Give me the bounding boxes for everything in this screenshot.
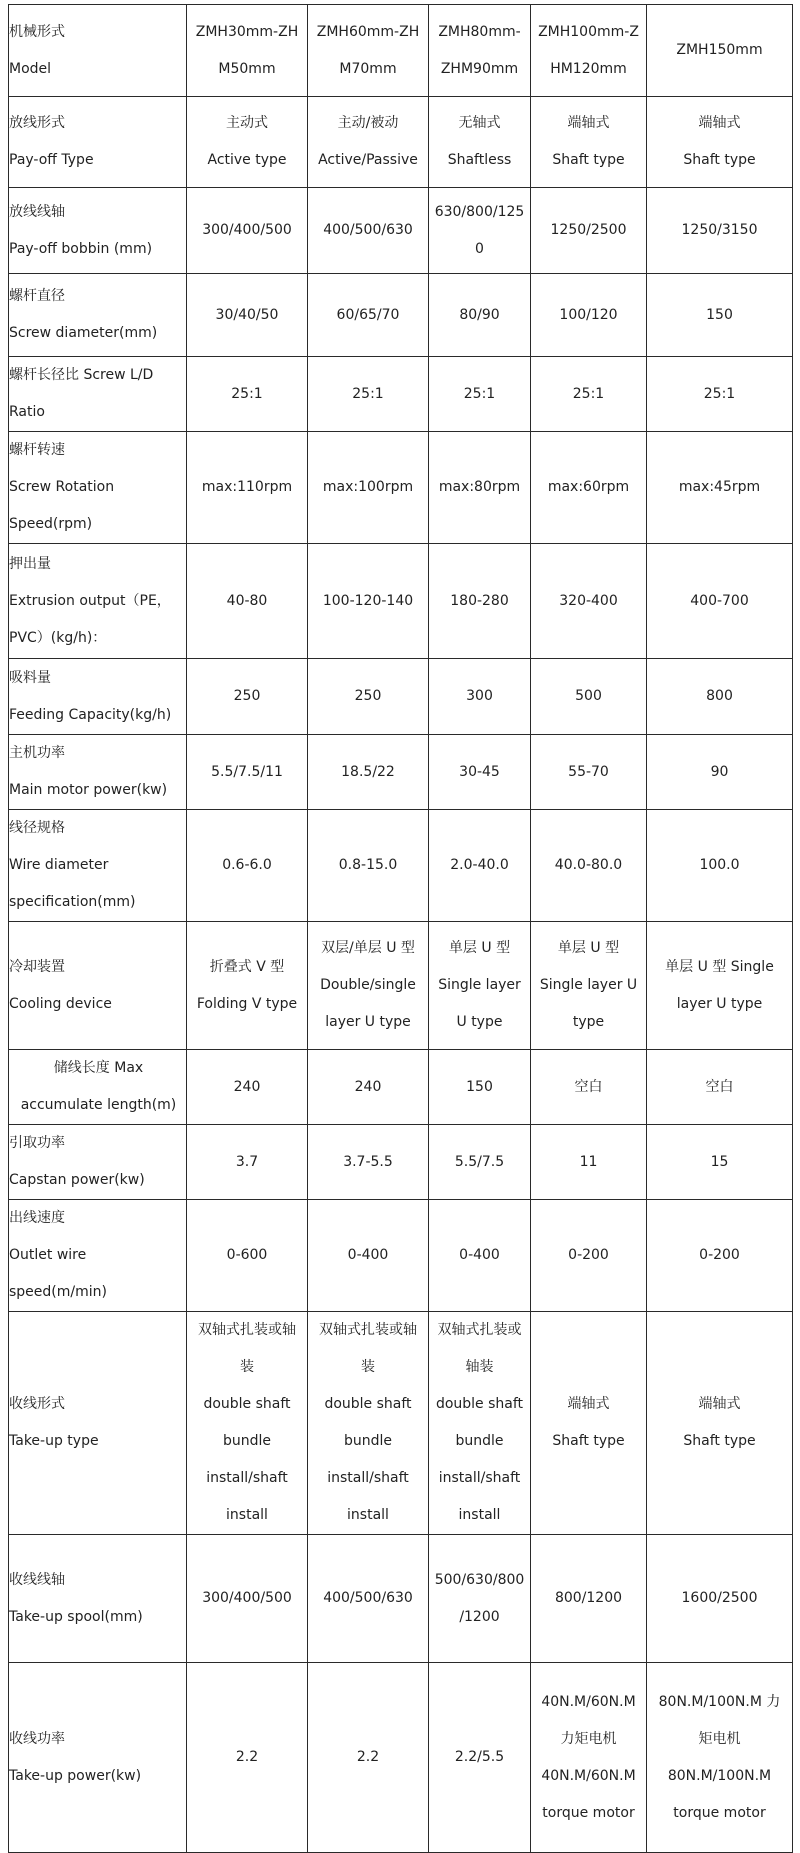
- row-label-line: Wire diameter: [9, 857, 109, 873]
- value-cell: [531, 1535, 647, 1663]
- value-cell: [429, 5, 531, 97]
- table-row: [9, 1312, 793, 1535]
- value-line: /1200: [459, 1608, 500, 1625]
- value-line: 180-280: [450, 592, 509, 609]
- value-cell: [187, 1663, 308, 1853]
- value-line: 0-200: [699, 1247, 740, 1263]
- row-label-cell: [9, 432, 187, 544]
- value-line: Single layer U: [539, 977, 638, 993]
- value-line: install: [226, 1507, 268, 1523]
- value-line: 800/1200: [554, 1590, 623, 1606]
- table-row: [9, 357, 793, 432]
- value-cell: [187, 659, 308, 735]
- value-cell: [308, 735, 429, 810]
- value-line: 双层/单层 U 型: [321, 940, 415, 956]
- spec-table: [8, 4, 793, 1853]
- value-cell: [531, 432, 647, 544]
- value-line: 100-120-140: [322, 592, 414, 609]
- value-cell: [429, 735, 531, 810]
- value-line: 150: [466, 1078, 493, 1095]
- value-line: 装: [240, 1359, 254, 1375]
- value-line: ZHM90mm: [440, 60, 519, 77]
- row-label-line: Extrusion output（PE，: [9, 592, 171, 609]
- value-line: 400/500/630: [323, 1590, 413, 1606]
- value-line: bundle: [455, 1433, 504, 1449]
- value-line: type: [572, 1014, 605, 1030]
- row-label-cell: [9, 1050, 187, 1125]
- value-cell: [531, 1125, 647, 1200]
- value-line: 1600/2500: [681, 1590, 758, 1606]
- value-line: 5.5/7.5: [454, 1153, 505, 1170]
- value-cell: [308, 1125, 429, 1200]
- value-cell: [308, 188, 429, 274]
- table-row: [9, 735, 793, 810]
- row-label-line: 螺杆直径: [9, 288, 65, 304]
- value-line: max:80rpm: [438, 479, 521, 495]
- row-label-cell: [9, 735, 187, 810]
- row-label-line: 引取功率: [9, 1135, 65, 1151]
- value-line: 40-80: [226, 592, 268, 609]
- value-line: 240: [354, 1078, 382, 1095]
- value-line: 25:1: [463, 385, 496, 402]
- value-cell: [647, 274, 793, 357]
- value-line: 2.2: [356, 1749, 380, 1765]
- value-cell: [531, 1200, 647, 1312]
- value-cell: [308, 1312, 429, 1535]
- row-label-line: 螺杆转速: [9, 442, 65, 458]
- value-line: 18.5/22: [341, 763, 395, 780]
- value-cell: [531, 659, 647, 735]
- value-line: 25:1: [703, 385, 736, 402]
- value-line: 400-700: [690, 592, 749, 609]
- value-line: 80N.M/100N.M 力: [658, 1693, 781, 1710]
- value-cell: [531, 1050, 647, 1125]
- value-line: Folding V type: [196, 995, 298, 1012]
- value-line: 空白: [705, 1078, 734, 1095]
- value-cell: [531, 810, 647, 922]
- value-line: 40N.M/60N.M: [541, 1693, 636, 1710]
- value-cell: [187, 357, 308, 432]
- value-line: 端轴式: [567, 1396, 610, 1412]
- value-line: max:100rpm: [322, 479, 414, 495]
- value-line: Shaft type: [683, 152, 756, 168]
- value-cell: [647, 1535, 793, 1663]
- value-cell: [187, 274, 308, 357]
- row-label-cell: [9, 659, 187, 735]
- value-line: 0-400: [459, 1247, 500, 1263]
- value-line: U type: [456, 1014, 503, 1030]
- row-label-line: Outlet wire: [9, 1247, 87, 1263]
- value-cell: [187, 5, 308, 97]
- value-cell: [429, 1312, 531, 1535]
- row-label-cell: [9, 810, 187, 922]
- row-label-line: 放线形式: [9, 115, 65, 131]
- table-row: [9, 1200, 793, 1312]
- value-line: 端轴式: [567, 115, 610, 131]
- value-line: 25:1: [352, 385, 384, 402]
- value-cell: [429, 659, 531, 735]
- value-cell: [429, 1200, 531, 1312]
- row-label-cell: [9, 357, 187, 432]
- value-cell: [308, 357, 429, 432]
- value-line: 250: [354, 688, 382, 704]
- table-row: [9, 274, 793, 357]
- value-line: bundle: [343, 1433, 393, 1449]
- row-label-cell: [9, 1125, 187, 1200]
- value-cell: [647, 1050, 793, 1125]
- row-label-line: 吸料量: [9, 669, 51, 686]
- value-line: Active type: [207, 152, 287, 168]
- value-cell: [531, 1663, 647, 1853]
- value-cell: [187, 735, 308, 810]
- value-line: 0-200: [568, 1247, 609, 1263]
- value-cell: [429, 432, 531, 544]
- spec-table-body: [9, 5, 793, 1853]
- table-row: [9, 5, 793, 97]
- table-row: [9, 659, 793, 735]
- row-label-line: speed(m/min): [9, 1284, 107, 1300]
- value-cell: [647, 810, 793, 922]
- row-label-line: 收线形式: [9, 1396, 65, 1412]
- value-cell: [531, 274, 647, 357]
- value-line: 5.5/7.5/11: [211, 763, 283, 780]
- value-cell: [429, 1050, 531, 1125]
- value-line: 端轴式: [698, 115, 741, 131]
- value-line: 240: [233, 1078, 261, 1095]
- row-label-cell: [9, 188, 187, 274]
- value-cell: [308, 659, 429, 735]
- value-line: 0: [475, 240, 484, 257]
- value-cell: [647, 5, 793, 97]
- value-line: 15: [710, 1153, 729, 1170]
- value-cell: [429, 810, 531, 922]
- row-label-line: Take-up spool(mm): [9, 1608, 143, 1625]
- value-line: 0-600: [226, 1247, 268, 1263]
- table-row: [9, 97, 793, 188]
- value-cell: [308, 1663, 429, 1853]
- value-line: ZMH100mm-Z: [538, 23, 639, 40]
- value-line: 双轴式扎装或轴: [198, 1322, 296, 1338]
- table-row: [9, 432, 793, 544]
- value-cell: [647, 735, 793, 810]
- value-cell: [187, 1312, 308, 1535]
- value-cell: [308, 274, 429, 357]
- value-line: torque motor: [673, 1804, 766, 1821]
- value-line: 300/400/500: [202, 1590, 292, 1606]
- value-cell: [429, 97, 531, 188]
- value-cell: [429, 274, 531, 357]
- value-line: 100.0: [699, 857, 740, 873]
- row-label-line: Speed(rpm): [9, 516, 93, 532]
- value-line: 双轴式扎装或轴: [319, 1322, 417, 1338]
- value-line: M50mm: [218, 60, 276, 77]
- value-line: install/shaft: [327, 1470, 409, 1486]
- value-cell: [647, 1200, 793, 1312]
- value-line: Shaftless: [447, 152, 512, 168]
- value-cell: [429, 1663, 531, 1853]
- row-label-line: Pay-off Type: [9, 152, 94, 168]
- value-line: 40.0-80.0: [554, 857, 623, 873]
- row-label-line: specification(mm): [9, 894, 136, 910]
- value-line: 500/630/800: [434, 1571, 525, 1588]
- value-line: 双轴式扎装或: [437, 1322, 522, 1338]
- value-line: torque motor: [542, 1804, 635, 1821]
- row-label-line: Ratio: [9, 404, 45, 420]
- value-cell: [647, 432, 793, 544]
- value-line: 40N.M/60N.M: [541, 1767, 636, 1784]
- value-line: 500: [575, 688, 602, 704]
- value-cell: [429, 357, 531, 432]
- row-label-cell: [9, 274, 187, 357]
- value-line: 2.2/5.5: [454, 1749, 505, 1765]
- row-label-line: 放线线轴: [9, 203, 65, 220]
- value-line: install/shaft: [206, 1470, 288, 1486]
- value-line: 单层 U 型 Single: [665, 958, 774, 975]
- value-line: double shaft: [324, 1396, 412, 1412]
- value-line: layer U type: [676, 995, 763, 1012]
- value-line: 力矩电机: [560, 1730, 617, 1747]
- value-line: Shaft type: [552, 152, 625, 168]
- value-line: 30-45: [459, 763, 500, 780]
- table-row: [9, 1535, 793, 1663]
- row-label-line: Pay-off bobbin (mm): [9, 240, 153, 257]
- row-label-cell: [9, 1663, 187, 1853]
- table-row: [9, 810, 793, 922]
- value-cell: [187, 1200, 308, 1312]
- value-line: 装: [361, 1359, 375, 1375]
- value-line: 150: [706, 306, 733, 323]
- row-label-line: Capstan power(kw): [9, 1172, 145, 1188]
- value-line: Single layer: [438, 977, 521, 993]
- value-line: 300/400/500: [202, 222, 292, 238]
- value-line: 1250/2500: [550, 222, 627, 238]
- value-cell: [531, 922, 647, 1050]
- value-line: 主动式: [226, 115, 268, 131]
- row-label-line: accumulate length(m): [20, 1097, 177, 1113]
- table-row: [9, 544, 793, 659]
- row-label-line: 出线速度: [9, 1210, 65, 1226]
- value-cell: [308, 97, 429, 188]
- value-line: double shaft: [435, 1396, 524, 1412]
- value-line: ZMH60mm-ZH: [316, 23, 420, 40]
- value-cell: [429, 188, 531, 274]
- value-cell: [187, 1125, 308, 1200]
- value-line: 空白: [574, 1078, 603, 1095]
- value-cell: [531, 357, 647, 432]
- row-label-line: 储线长度 Max: [53, 1060, 144, 1076]
- value-line: 60/65/70: [336, 306, 400, 323]
- value-cell: [531, 5, 647, 97]
- value-cell: [647, 1312, 793, 1535]
- value-cell: [308, 922, 429, 1050]
- table-row: [9, 922, 793, 1050]
- value-line: 矩电机: [698, 1730, 741, 1747]
- value-cell: [187, 922, 308, 1050]
- value-line: max:110rpm: [201, 479, 293, 495]
- row-label-cell: [9, 5, 187, 97]
- value-line: ZMH30mm-ZH: [195, 23, 299, 40]
- value-line: double shaft: [203, 1396, 291, 1412]
- value-line: layer U type: [325, 1014, 411, 1030]
- value-line: 2.0-40.0: [450, 857, 509, 873]
- row-label-line: Model: [9, 60, 52, 77]
- value-line: 0-400: [347, 1247, 389, 1263]
- value-line: 800: [706, 688, 733, 704]
- value-cell: [308, 1050, 429, 1125]
- value-cell: [647, 97, 793, 188]
- value-line: 0.6-6.0: [222, 857, 272, 873]
- table-row: [9, 1663, 793, 1853]
- value-line: 3.7-5.5: [343, 1153, 393, 1170]
- value-line: ZMH150mm: [676, 42, 763, 58]
- value-line: 250: [233, 688, 261, 704]
- value-line: 25:1: [231, 385, 263, 402]
- row-label-line: 冷却装置: [9, 958, 65, 975]
- row-label-line: 线径规格: [9, 820, 65, 836]
- value-cell: [647, 357, 793, 432]
- value-line: 630/800/125: [434, 203, 525, 220]
- value-line: 400/500/630: [323, 222, 413, 238]
- value-line: Active/Passive: [318, 152, 418, 168]
- value-cell: [429, 1125, 531, 1200]
- value-line: 25:1: [572, 385, 605, 402]
- value-line: 轴装: [465, 1359, 494, 1375]
- value-line: install: [458, 1507, 501, 1523]
- row-label-line: Cooling device: [9, 995, 112, 1012]
- value-line: 80N.M/100N.M: [667, 1767, 772, 1784]
- value-line: 90: [710, 763, 729, 780]
- value-cell: [187, 810, 308, 922]
- table-row: [9, 1125, 793, 1200]
- value-cell: [647, 544, 793, 659]
- value-line: 100/120: [559, 306, 618, 323]
- value-line: 3.7: [235, 1153, 259, 1170]
- value-line: 0.8-15.0: [338, 857, 398, 873]
- value-cell: [647, 188, 793, 274]
- value-cell: [647, 659, 793, 735]
- value-line: Double/single: [320, 977, 416, 993]
- value-cell: [308, 544, 429, 659]
- value-cell: [531, 544, 647, 659]
- table-row: [9, 188, 793, 274]
- row-label-line: Take-up type: [9, 1433, 99, 1449]
- value-cell: [531, 97, 647, 188]
- value-line: bundle: [222, 1433, 272, 1449]
- value-line: 端轴式: [698, 1396, 741, 1412]
- row-label-line: 收线线轴: [9, 1571, 65, 1588]
- value-line: 30/40/50: [215, 306, 279, 323]
- row-label-line: Feeding Capacity(kg/h): [9, 706, 172, 723]
- row-label-line: 收线功率: [9, 1730, 65, 1747]
- row-label-cell: [9, 544, 187, 659]
- value-cell: [187, 1050, 308, 1125]
- row-label-line: 机械形式: [9, 23, 65, 40]
- value-cell: [187, 97, 308, 188]
- value-cell: [187, 544, 308, 659]
- value-cell: [308, 5, 429, 97]
- value-line: 单层 U 型: [448, 940, 511, 956]
- row-label-cell: [9, 97, 187, 188]
- value-line: Shaft type: [683, 1433, 756, 1449]
- value-line: 1250/3150: [681, 222, 758, 238]
- row-label-line: 押出量: [9, 555, 51, 572]
- value-line: 折叠式 V 型: [209, 958, 285, 975]
- value-line: 无轴式: [458, 115, 501, 131]
- value-cell: [187, 188, 308, 274]
- value-line: M70mm: [339, 60, 397, 77]
- value-line: install/shaft: [438, 1470, 521, 1486]
- value-cell: [308, 432, 429, 544]
- value-line: Shaft type: [552, 1433, 625, 1449]
- value-cell: [647, 922, 793, 1050]
- row-label-cell: [9, 1312, 187, 1535]
- value-line: 300: [466, 688, 493, 704]
- value-line: 主动/被动: [337, 115, 399, 131]
- value-line: HM120mm: [550, 60, 627, 77]
- value-line: max:45rpm: [678, 479, 761, 495]
- value-line: max:60rpm: [547, 479, 630, 495]
- table-row: [9, 1050, 793, 1125]
- row-label-line: Main motor power(kw): [9, 782, 168, 798]
- value-cell: [429, 922, 531, 1050]
- value-line: 55-70: [568, 763, 609, 780]
- value-line: 2.2: [235, 1749, 259, 1765]
- row-label-line: 主机功率: [9, 745, 65, 761]
- value-line: ZMH80mm-: [438, 23, 521, 40]
- row-label-cell: [9, 1200, 187, 1312]
- spec-table-container: [8, 4, 793, 1853]
- row-label-line: Screw diameter(mm): [9, 325, 158, 341]
- value-cell: [187, 432, 308, 544]
- row-label-cell: [9, 922, 187, 1050]
- value-line: install: [347, 1507, 389, 1523]
- row-label-cell: [9, 1535, 187, 1663]
- value-line: 320-400: [559, 592, 618, 609]
- value-line: 11: [579, 1153, 598, 1170]
- value-cell: [308, 810, 429, 922]
- value-cell: [187, 1535, 308, 1663]
- value-cell: [531, 1312, 647, 1535]
- value-line: 单层 U 型: [557, 940, 620, 956]
- value-cell: [429, 1535, 531, 1663]
- row-label-line: 螺杆长径比 Screw L/D: [9, 367, 154, 383]
- value-cell: [429, 544, 531, 659]
- row-label-line: Take-up power(kw): [9, 1767, 142, 1784]
- value-cell: [531, 188, 647, 274]
- value-line: 80/90: [459, 306, 500, 323]
- value-cell: [647, 1663, 793, 1853]
- value-cell: [647, 1125, 793, 1200]
- value-cell: [531, 735, 647, 810]
- row-label-line: Screw Rotation: [9, 479, 115, 495]
- row-label-line: PVC）(kg/h)：: [9, 629, 107, 646]
- value-cell: [308, 1200, 429, 1312]
- value-cell: [308, 1535, 429, 1663]
